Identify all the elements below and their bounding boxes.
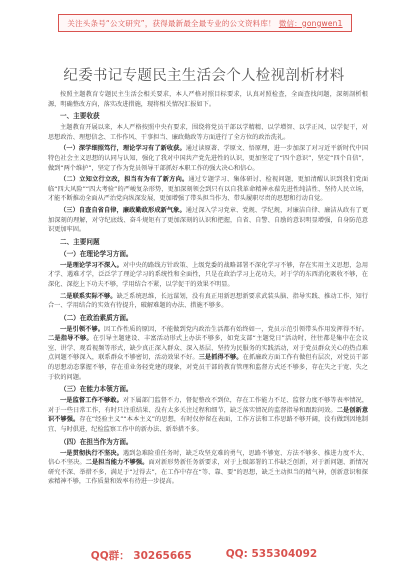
s2-4-item-2-lead: 二是担当能力不够强。 (85, 459, 149, 467)
subheading-politics: （二）在政治素质方面。 (60, 313, 133, 322)
s1-item-3 (48, 206, 368, 235)
s1-item-1 (48, 144, 368, 173)
section-1-paragraph: 主题教育开展以来，本人严格按照中央有要求，围绕将党员干部以学精精、以学增智、以学正风、以学促干，对思想政治、理想信念、工作作风、干事担当、廉政勤政等方面进行了全方位的政治洗礼。 (48, 124, 368, 141)
s1-item-3-text: 通过深入学习党章、党规、学纪规，对廉洁自律、廉洁从政有了更加深刻的理解，对守纪底线、奋斗规矩有了更加深刻的认识和把握，自省、自警、自励的意识明显增强，自身防范意识更加牢固。 (48, 206, 369, 234)
s2-1-item-1-text: 对中央的路线方针政策、上级党委的战略部署不深化学习不够，存在实用主义思想，急用才学、遇难才学，泛泛学了理论学习的系统性和全面性，只是在政治学习上花功夫，对于学的东西消化吸收不够，在深化、深挖上下功夫不够，学用结合不紧，以学促干的效果不明显。 (48, 261, 369, 288)
section-heading-1: 一、主要收获 (60, 112, 100, 121)
intro-paragraph: 按照主题教育专题民主生活会相关要求，本人严格对照目标要求，认真对照检查，全面查找问题，深刻剖析根源，明确整改方向，落实改进措施，现将相关情况汇报如下。 (48, 91, 368, 108)
s1-item-2-text: 通过专题学习、集体研讨、检视问题，更加清醒认识到我们党面临“四大风险”“四大考验”的严峻复杂形势，更加深刻领会到只有以自我革命精神永葆先进性纯洁性、坚持人民立场，才能不断推动全面从严治党向纵深发展，更加增强了带头担当作为、带头履职尽责的思想和行动自觉。 (48, 176, 369, 203)
subheading-ability: （三）在能力本领方面。 (60, 385, 133, 394)
subheading-theory: （一）在理论学习方面。 (60, 249, 133, 258)
s1-item-2-lead: （二）立知立行立改，担当有为有了新方向。 (60, 176, 189, 184)
s2-2-item-2-text: 在引导主题建设、丰富活动形式上办法不够多，如党支部“主题党日”活动时，往往都是集中在会议室、讲学、观看视频等形式，缺少真正深入群众、深入基层、坚持为民服务的实践活动，对于党员群众关心的热点难点问题不够深入，联系群众不够密切，活动效果不好。 (48, 335, 369, 362)
banner-wechat[interactable]: 微信：gongwen1 (278, 18, 343, 28)
s2-1-item-2 (48, 292, 368, 311)
s1-item-1-text: 通过读原著、学原文、悟原理，进一步加深了对习近平新时代中国特色社会主义思想的认同与认知，强化了我对中国共产党先进性的认识，更加坚定了“四个意识”，坚定“四个自信”，做到“两个维护”，坚定了作为党员领导干部抓好本职工作的强大决心和信心。 (48, 145, 369, 172)
s2-2-item-1-text: 因工作性质的原因，不能做到党内政治生活都有始终如一，党员示范引领带头作用发挥得不好。 (104, 325, 368, 333)
s2-1-item-1-lead: 一是理论学习不深入。 (60, 261, 123, 269)
s2-3-item-2-text: 存在“经验主义”“本本主义”的思想，有时仅停留在表面，工作方法和工作思路不够开阔，没有做到因地制宜、与时俱进，纪检监察工作中的新办法、新举措不多。 (48, 416, 368, 434)
s2-2-item-1-lead: 一是引领不够。 (60, 325, 105, 333)
s2-4-item-1-lead: 一是贯彻执行不坚决。 (60, 449, 123, 457)
s2-2-items (48, 325, 368, 383)
s2-2-item-2-lead: 二是指导不够。 (48, 335, 93, 343)
s1-item-1-lead: （一）深学细照笃行，理论学习有了新收获。 (60, 145, 186, 153)
banner-text: 关注头条号“公文研究”，获得最新最全最专业的公文资料库！ (67, 18, 276, 28)
document-body (48, 90, 368, 489)
s2-2-item-3-text: 在抓廉政方面工作有做但有层次，对党员干部的思想动态掌握不够，存在重业务轻党建的现象，对党员干部的教育管理和监督方式还不够多，存在失之于宽、失之于软的问题。 (48, 354, 369, 381)
qq-number: QQ: 535304092 (225, 548, 318, 560)
qq-group: QQ群： 30265665 (90, 550, 192, 562)
promo-banner[interactable] (58, 14, 352, 32)
s2-1-item-1 (48, 261, 368, 290)
s2-2-item-3-lead: 三是抓得不够。 (198, 354, 243, 362)
contact-footer (0, 548, 408, 563)
s2-4-item-2-text: 面对新形势新任务新要求，对于上级部署的工作缺乏创新，对于新问题、新情况研究不深、举措不多，满足于“过得去”，在工作中存在“等、靠、要”的思想，缺乏主动担当的精气神，创新意识和探索精神不够，工作质量和效率有待进一步提高。 (48, 459, 369, 486)
s2-3-items (48, 396, 368, 434)
document-title: 纪委书记专题民主生活会个人检视剖析材料 (63, 68, 345, 84)
subheading-responsibility: （四）在担当作为方面。 (60, 437, 133, 446)
s2-4-item-1-text: 遇到急难险重任务时，缺乏攻坚克难的勇气，思路不够宽、方法不够多、推进力度不大、信心不坚决。 (48, 449, 369, 467)
s1-item-3-lead: （三）自查自省自律，廉政勤政形成新气象。 (60, 206, 186, 214)
s1-item-2 (48, 175, 368, 204)
s2-3-item-1-text: 对下属部门监督不力，督促整改不到位，存在工作能力不足、监督力度不够等表率情况，对于一些日常工作，有时只注重结果、没有太多关注过程和细节，缺乏落实情况的监督指导和跟踪问效。 (48, 397, 369, 414)
s2-1-item-2-text: 缺乏系统思维，长远谋划，没有真正用新思想新要求武装头脑、指导实践、推动工作，知行合一、学用结合的实效有待提升，破解难题的办法、措施不够多。 (48, 292, 369, 310)
s2-4-items (48, 449, 368, 487)
s2-3-item-1-lead: 一是监督工作不够敢。 (60, 397, 123, 405)
s2-1-item-2-lead: 二是联系实际不够。 (60, 292, 117, 300)
section-heading-2: 二、主要问题 (60, 237, 100, 246)
s2-3-item-2-lead: 二是创新意识不够强。 (48, 406, 369, 424)
